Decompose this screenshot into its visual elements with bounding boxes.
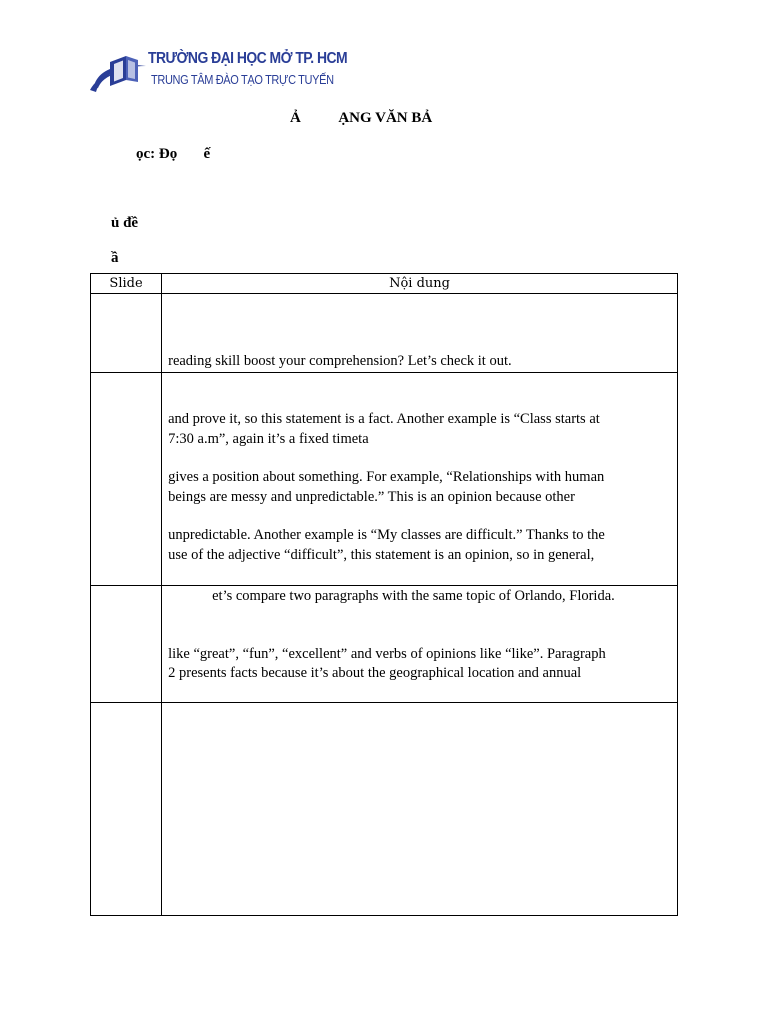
logo-center-name: TRUNG TÂM ĐÀO TẠO TRỰC TUYẾN	[151, 73, 334, 87]
content-line: unpredictable. Another example is “My classes are difficult.” Thanks to the	[168, 527, 605, 543]
table-row	[91, 373, 678, 586]
university-logo	[88, 44, 348, 100]
subject-line: ọc: Đọ ế	[136, 146, 211, 162]
table-row	[91, 586, 678, 703]
content-line: reading skill boost your comprehension? Let’s check it out.	[168, 353, 512, 369]
content-line: like “great”, “fun”, “excellent” and verbs of opinions like “like”. Paragraph	[168, 645, 606, 662]
slide-cell	[91, 373, 162, 586]
column-header-slide: Slide	[91, 274, 162, 294]
content-line: 2 presents facts because it’s about the geographical location and annual	[168, 665, 582, 681]
topic-line: ủ đề	[111, 215, 139, 231]
slide-cell	[91, 294, 162, 373]
content-cell	[162, 294, 678, 373]
content-line: gives a position about something. For example, “Relationships with human	[168, 469, 605, 485]
logo-university-name: TRƯỜNG ĐẠI HỌC MỞ TP. HCM	[148, 50, 348, 67]
content-line: use of the adjective “difficult”, this statement is an opinion, so in general,	[168, 546, 595, 563]
part-line: ầ	[111, 250, 119, 266]
content-line: et’s compare two paragraphs with the same topic of Orlando, Florida.	[212, 588, 615, 604]
column-header-content: Nội dung	[162, 274, 678, 294]
table-header-row	[91, 274, 678, 294]
table-row	[91, 294, 678, 373]
content-cell	[162, 586, 678, 703]
content-cell	[162, 373, 678, 586]
content-line: 7:30 a.m”, again it’s a fixed timeta	[168, 430, 369, 447]
slide-cell	[91, 586, 162, 703]
table-row	[91, 703, 678, 916]
script-table	[90, 273, 678, 916]
content-cell	[162, 703, 678, 916]
document-title: Ả ẠNG VĂN BẢ	[290, 110, 433, 126]
content-line: and prove it, so this statement is a fact. Another example is “Class starts at	[168, 411, 600, 427]
open-book-arcs-icon	[88, 48, 150, 96]
slide-cell	[91, 703, 162, 916]
content-line: beings are messy and unpredictable.” This is an opinion because other	[168, 488, 575, 505]
